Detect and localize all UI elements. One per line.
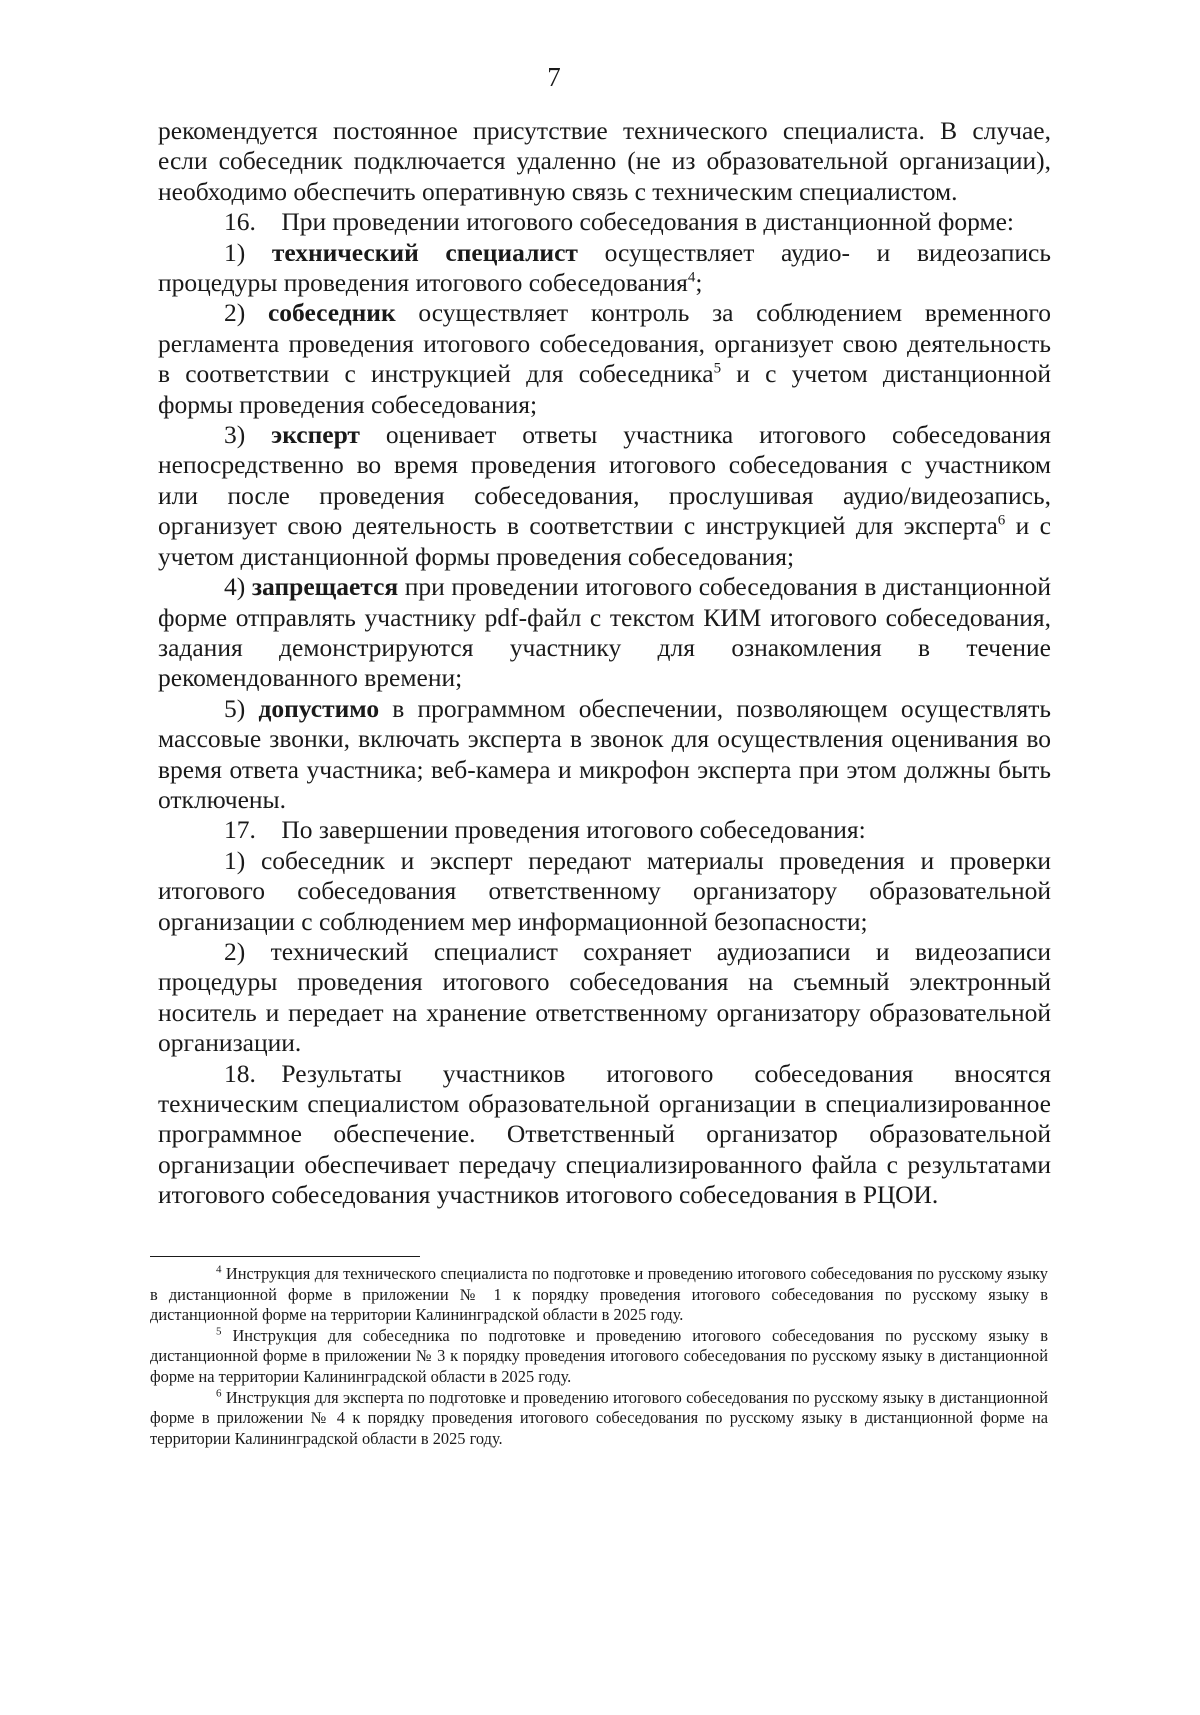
item-text: осуществляет контроль за соблюдением временного регламента проведения итогового собеседования, организует свою деятельность в соответствии с инструкцией для собеседника (158, 298, 1051, 389)
clause-16-item-3 (158, 420, 1051, 572)
item-tail: и с учетом дистанционной формы проведения собеседования; (158, 511, 1052, 571)
role-term: эксперт (271, 420, 360, 450)
item-tail: и с учетом дистанционной формы проведения собеседования; (158, 359, 1051, 419)
clause-18: 18. Результаты участников итогового собеседования вносятся техническим специалистом образовательной организации в специализированное программное обеспечение. Ответственный организатор образовательной организации обеспечивает передачу специализированного файла с результатами итогового собеседования участников итогового собеседования в РЦОИ. (158, 1058, 1051, 1210)
footnotes (150, 1264, 1048, 1449)
paragraph-continuation: рекомендуется постоянное присутствие технического специалиста. В случае, если собеседник подключается удаленно (не из образовательной организации), необходимо обеспечить оперативную связь с техническим специалистом. (158, 116, 1051, 206)
footnote-text: Инструкция для технического специалиста по подготовке и проведению итогового собеседования по русскому языку в дистанционной форме в приложении № 1 к порядку проведения итогового собеседования по русскому языку в дистанционной форме на территории Калининградской области в 2025 году. (150, 1264, 1048, 1325)
footnote-text: Инструкция для эксперта по подготовке и проведению итогового собеседования по русскому языку в дистанционной форме в приложении № 4 к порядку проведения итогового собеседования по русскому языку в дистанционной форме на территории Калининградской области в 2025 году. (150, 1387, 1048, 1448)
item-text: осуществляет аудио- и видеозапись процедуры проведения итогового собеседования (158, 237, 1051, 298)
item-text: в программном обеспечении, позволяющем осуществлять массовые звонки, включать эксперта в звонок для осуществления оценивания во время ответа участника; веб-камера и микрофон эксперта при этом должны быть отключены. (158, 693, 1052, 814)
clause-16-item-5 (158, 694, 1051, 816)
footnote-6 (150, 1388, 1048, 1450)
item-number: 2) (224, 298, 246, 328)
footnote-ref-4: 4 (687, 269, 696, 286)
item-number: 3) (224, 420, 246, 450)
item-tail: ; (695, 268, 703, 298)
clause-16-item-2 (158, 298, 1051, 420)
page-number: 7 (547, 62, 561, 92)
role-term: технический специалист (271, 237, 578, 267)
item-number: 4) (224, 572, 246, 602)
footnote-text: Инструкция для собеседника по подготовке и проведению итогового собеседования по русскому языку в дистанционной форме в приложении № 3 к порядку проведения итогового собеседования по русскому языку в дистанционной форме на территории Калининградской области в 2025 году. (150, 1325, 1048, 1386)
clause-16-item-4 (158, 572, 1051, 694)
item-text: оценивает ответы участника итогового собеседования непосредственно во время проведения итогового собеседования с участником или после проведения собеседования, прослушивая аудио/видеозапись, организует свою деятельность в соответствии с инструкцией для эксперта (158, 420, 1052, 541)
footnote-ref-6: 6 (997, 512, 1006, 529)
footnote-separator (150, 1256, 420, 1257)
footnote-mark: 4 (216, 1263, 222, 1276)
role-term: собеседник (267, 298, 396, 328)
footnote-5 (150, 1326, 1048, 1388)
footnote-4 (150, 1264, 1048, 1326)
item-number: 5) (224, 693, 246, 723)
clause-17-item-2: 2) технический специалист сохраняет аудиозаписи и видеозаписи процедуры проведения итогового собеседования на съемный электронный носитель и передает на хранение ответственному организатору образовательной организации. (158, 936, 1051, 1058)
clause-17-item-1: 1) собеседник и эксперт передают материалы проведения и проверки итогового собеседования ответственному организатору образовательной организации с соблюдением мер информационной безопасности; (158, 845, 1051, 936)
footnote-mark: 5 (216, 1325, 222, 1338)
clause-16-item-1 (158, 238, 1051, 299)
role-term: запрещается (251, 572, 399, 602)
footnote-mark: 6 (216, 1387, 222, 1400)
document-body (158, 116, 1051, 1211)
item-number: 1) (224, 237, 246, 267)
item-text: при проведении итогового собеседования в дистанционной форме отправлять участнику pdf-файл с текстом КИМ итогового собеседования, задания демонстрируются участнику для ознакомления в течение рекомендованного времени; (158, 572, 1052, 693)
clause-16-intro: 16. При проведении итогового собеседования в дистанционной форме: (224, 207, 1015, 237)
clause-17-intro: 17. По завершении проведения итогового собеседования: (224, 815, 866, 845)
footnote-ref-5: 5 (713, 360, 722, 377)
role-term: допустимо (258, 693, 380, 723)
